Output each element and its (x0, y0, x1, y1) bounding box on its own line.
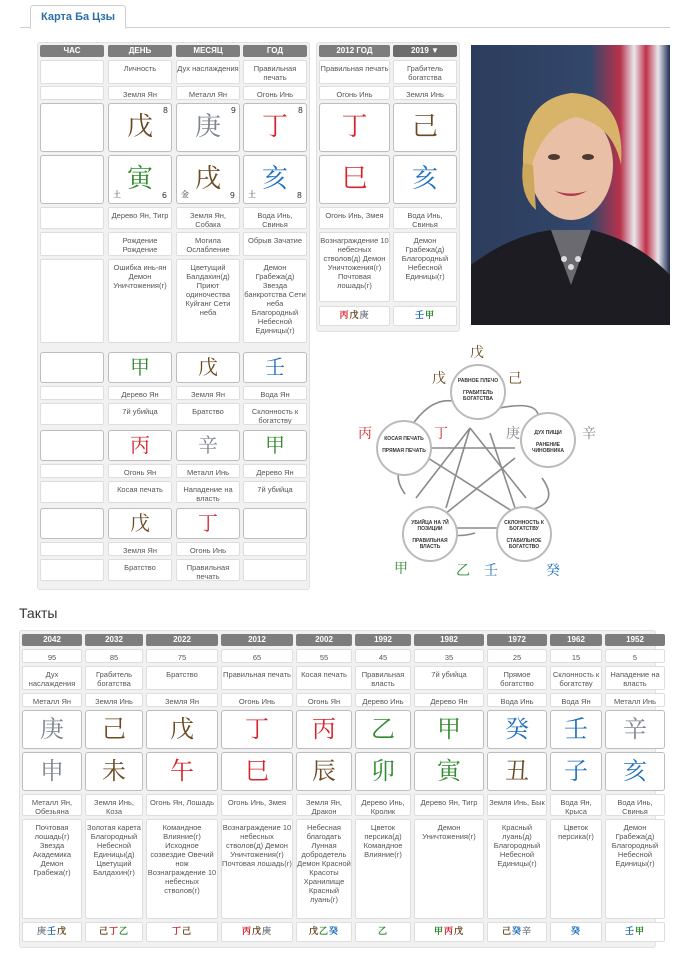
pillar-ten-god: Грабитель богатства (85, 666, 143, 690)
pillar-branch-cell[interactable] (355, 752, 411, 791)
hidden-god-cell: Братство (108, 559, 172, 581)
pillar-age: 25 (487, 649, 547, 663)
year-stem-cell[interactable] (319, 103, 390, 152)
pillar-hidden-stems (221, 922, 293, 942)
pillar-stem-cell[interactable] (550, 710, 602, 749)
pillar-branch-glyph: 午 (170, 757, 194, 785)
hidden-stem-glyph: 丙 (130, 433, 150, 457)
hidden-stem: 庚 (262, 927, 272, 937)
pillar-branch-glyph: 未 (102, 757, 126, 785)
hidden-stem: 丙 (241, 927, 251, 937)
pillar-stars: Цветок персика(г) (550, 819, 602, 919)
pillar-age: 35 (414, 649, 484, 663)
stem-strength: 9 (230, 106, 236, 115)
pillar-year-header: 1992 (355, 634, 411, 646)
year-branch-glyph: 亥 (411, 164, 438, 194)
cycle-glyph: 丁 (434, 426, 448, 442)
branch-element: 金 (181, 190, 189, 199)
node-output: ДУХ ПИЩИ РАНЕНИЕ ЧИНОВНИКА (520, 412, 576, 468)
node-peer: РАВНОЕ ПЛЕЧО ГРАБИТЕЛЬ БОГАТСТВА (450, 364, 506, 420)
pillar-branch-cell[interactable] (414, 752, 484, 791)
heavenly-stem-cell[interactable] (176, 103, 240, 152)
cycle-glyph: 壬 (484, 563, 498, 579)
pillar-stem-glyph: 戊 (170, 715, 194, 743)
pillar-stem-cell[interactable] (296, 710, 352, 749)
year-hidden-stems (319, 306, 390, 326)
pillar-stem-cell[interactable] (221, 710, 293, 749)
hidden-stem-cell[interactable] (40, 352, 104, 383)
cycle-glyph: 戊 (470, 345, 484, 361)
hidden-stem: 壬 (46, 927, 56, 937)
hidden-stem: 戊 (308, 927, 318, 937)
header-2012: 2012 ГОД (319, 45, 390, 57)
stem-strength: 8 (162, 106, 168, 115)
earthly-branch-cell[interactable] (40, 155, 104, 204)
year-selector[interactable]: 2019 ▼ (393, 45, 457, 57)
pillar-year-header: 1952 (605, 634, 665, 646)
column-header: ГОД (243, 45, 307, 57)
hidden-god-cell: 7й убийца (243, 481, 307, 503)
stem-strength: 8 (297, 106, 303, 115)
earthly-branch-cell[interactable] (176, 155, 240, 204)
column-header: ДЕНЬ (108, 45, 172, 57)
hidden-god-cell: Нападение на власть (176, 481, 240, 503)
year-branch-cell[interactable] (393, 155, 457, 204)
pillar-stem-glyph: 丁 (245, 715, 269, 743)
pillar-age: 45 (355, 649, 411, 663)
branch-element-cell: Дерево Ян, Тигр (108, 207, 172, 229)
hidden-element-cell: Земля Ян (176, 386, 240, 400)
hidden-god-cell: Склонность к богатству (243, 403, 307, 425)
hidden-stem-cell[interactable] (176, 430, 240, 461)
five-elements-cycle (350, 338, 610, 578)
stem-glyph: 庚 (194, 112, 221, 142)
hidden-stem-cell[interactable] (176, 508, 240, 539)
cycle-glyph: 甲 (394, 561, 408, 577)
hidden-stem: 丙 (339, 311, 349, 321)
tab-bar (20, 0, 670, 28)
year-element: Земля Инь (393, 86, 457, 100)
pillar-age: 5 (605, 649, 665, 663)
branch-element-cell: Вода Инь, Свинья (243, 207, 307, 229)
hidden-element-cell: Огонь Инь (176, 542, 240, 556)
cycle-glyph: 乙 (456, 563, 470, 579)
hidden-element-cell (40, 542, 104, 556)
node-wealth: СКЛОННОСТЬ К БОГАТСТВУ СТАБИЛЬНОЕ БОГАТСТВО (496, 506, 552, 562)
pillar-stars: Командное Влияние(г) Исходное созвездие Овечий нож Вознаграждение 10 небесных стволов(г) (146, 819, 218, 919)
earthly-branch-cell[interactable] (243, 155, 307, 204)
cycle-glyph: 戊 (432, 371, 446, 387)
hidden-stem-glyph: 甲 (265, 433, 285, 457)
pillar-branch-element: Вода Ян, Крыса (550, 794, 602, 816)
hidden-stem-cell[interactable] (243, 508, 307, 539)
hidden-god-cell: Косая печать (108, 481, 172, 503)
hidden-stem-glyph: 戊 (130, 511, 150, 535)
year-stem-cell[interactable] (393, 103, 457, 152)
pillar-element: Металл Ян (22, 693, 82, 707)
year-stem-glyph: 己 (411, 112, 438, 142)
earthly-branch-cell[interactable] (108, 155, 172, 204)
pillar-age: 75 (146, 649, 218, 663)
hidden-stem: 己 (98, 927, 108, 937)
cycle-glyph: 丙 (358, 426, 372, 442)
branch-element: 土 (113, 190, 121, 199)
hidden-god-cell (40, 559, 104, 581)
branch-element: 土 (248, 190, 256, 199)
cycle-glyph: 癸 (546, 563, 560, 579)
pillar-branch-glyph: 巳 (245, 757, 269, 785)
life-stage-cell: Могила Ослабление (176, 232, 240, 256)
pillar-ten-god: Правильная власть (355, 666, 411, 690)
pillar-branch-glyph: 辰 (312, 757, 336, 785)
pillar-year-header: 2032 (85, 634, 143, 646)
pillar-age: 85 (85, 649, 143, 663)
pillar-hidden-stems (605, 922, 665, 942)
pillar-stem-glyph: 乙 (371, 715, 395, 743)
year-hidden-stems (393, 306, 457, 326)
hidden-element-cell (40, 464, 104, 478)
pillar-age: 95 (22, 649, 82, 663)
hidden-stem: 戊 (251, 927, 261, 937)
pillar-year-header: 1962 (550, 634, 602, 646)
stem-element-cell (40, 86, 104, 100)
hidden-stem-glyph: 丁 (198, 511, 218, 535)
pillar-age: 55 (296, 649, 352, 663)
hidden-element-cell: Металл Инь (176, 464, 240, 478)
hidden-element-cell: Дерево Ян (243, 464, 307, 478)
pillar-year-header: 2012 (221, 634, 293, 646)
pillar-branch-element: Земля Ян, Дракон (296, 794, 352, 816)
hidden-stem: 乙 (119, 927, 129, 937)
column-header: ЧАС (40, 45, 104, 57)
life-stage-cell: Обрыв Зачатие (243, 232, 307, 256)
hidden-stem-glyph: 辛 (198, 433, 218, 457)
hidden-stem-glyph: 戊 (198, 355, 218, 379)
branch-glyph: 亥 (261, 164, 288, 194)
hidden-god-cell: Братство (176, 403, 240, 425)
hidden-element-cell (40, 386, 104, 400)
node-power: УБИЙЦА НА 7Й ПОЗИЦИИ ПРАВИЛЬНАЯ ВЛАСТЬ (402, 506, 458, 562)
stars-cell: Цветущий Балдахин(д) Приют одиночества Куйганг Сети неба (176, 259, 240, 343)
hidden-stem: 壬 (414, 311, 424, 321)
pillar-branch-glyph: 子 (564, 757, 588, 785)
hidden-god-cell (40, 481, 104, 503)
year-stars: Демон Грабежа(д) Благородный Небесной Единицы(г) (393, 232, 457, 302)
pillar-year-header: 2022 (146, 634, 218, 646)
stem-element-cell: Огонь Инь (243, 86, 307, 100)
year-ten-god: Грабитель богатства (393, 60, 457, 84)
pillar-ten-god: Косая печать (296, 666, 352, 690)
branch-strength: 6 (161, 191, 167, 200)
pillar-age: 15 (550, 649, 602, 663)
pillar-element: Земля Ян (146, 693, 218, 707)
pillar-element: Дерево Инь (355, 693, 411, 707)
pillar-stem-cell[interactable] (85, 710, 143, 749)
pillar-hidden-stems (85, 922, 143, 942)
pillar-branch-element: Вода Инь, Свинья (605, 794, 665, 816)
ten-god-cell (40, 60, 104, 84)
hidden-stem: 甲 (425, 311, 435, 321)
hidden-element-cell (243, 542, 307, 556)
pillar-ten-god: Склонность к богатству (550, 666, 602, 690)
pillar-branch-glyph: 寅 (437, 757, 461, 785)
branch-strength: 8 (296, 191, 302, 200)
hidden-stem-glyph: 甲 (130, 355, 150, 379)
stem-element-cell: Земля Ян (108, 86, 172, 100)
hidden-stem: 己 (501, 927, 511, 937)
pillar-ten-god: Дух наслаждения (22, 666, 82, 690)
pillar-element: Огонь Инь (221, 693, 293, 707)
pillar-stars: Красный луань(д) Благородный Небесной Единицы(г) (487, 819, 547, 919)
pillar-hidden-stems (414, 922, 484, 942)
pillar-hidden-stems (355, 922, 411, 942)
pillar-element: Вода Ян (550, 693, 602, 707)
takty-title: Такты (19, 605, 58, 621)
pillar-hidden-stems (296, 922, 352, 942)
hidden-stem: 戊 (454, 927, 464, 937)
pillar-branch-cell[interactable] (146, 752, 218, 791)
pillar-stem-glyph: 癸 (505, 715, 529, 743)
pillar-stem-cell[interactable] (22, 710, 82, 749)
tab-bazi-chart[interactable]: Карта Ба Цзы (30, 5, 126, 29)
heavenly-stem-cell[interactable] (108, 103, 172, 152)
year-element: Огонь Инь (319, 86, 390, 100)
hidden-stem-cell[interactable] (108, 508, 172, 539)
pillar-branch-cell[interactable] (296, 752, 352, 791)
pillar-year-header: 1982 (414, 634, 484, 646)
pillar-element: Огонь Ян (296, 693, 352, 707)
pillar-stars: Цветок персика(д) Командное Влияние(г) (355, 819, 411, 919)
pillar-branch-cell[interactable] (221, 752, 293, 791)
year-branch-element: Огонь Инь, Змея (319, 207, 390, 229)
pillar-hidden-stems (146, 922, 218, 942)
pillar-ten-god: Нападение на власть (605, 666, 665, 690)
hidden-stem-glyph: 壬 (265, 355, 285, 379)
pillar-stars: Демон Уничтожения(г) (414, 819, 484, 919)
hidden-element-cell: Дерево Ян (108, 386, 172, 400)
hidden-stem: 戊 (349, 311, 359, 321)
hidden-stem: 癸 (329, 927, 339, 937)
pillar-stem-glyph: 己 (102, 715, 126, 743)
year-stars: Вознаграждение 10 небесных стволов(д) Демон Уничтожения(г) Почтовая лошадь(г) (319, 232, 390, 302)
pillar-branch-element: Металл Ян, Обезьяна (22, 794, 82, 816)
hidden-stem: 丁 (108, 927, 118, 937)
pillar-branch-glyph: 卯 (371, 757, 395, 785)
hidden-stem: 甲 (635, 927, 645, 937)
pillar-ten-god: 7й убийца (414, 666, 484, 690)
hidden-stem: 丙 (443, 927, 453, 937)
pillar-hidden-stems (22, 922, 82, 942)
cycle-glyph: 己 (508, 371, 522, 387)
ten-god-cell: Личность (108, 60, 172, 84)
branch-strength: 9 (229, 191, 235, 200)
pillar-branch-glyph: 亥 (623, 757, 647, 785)
pillar-stars: Демон Грабежа(д) Благородный Небесной Единицы(г) (605, 819, 665, 919)
pillar-branch-glyph: 申 (40, 757, 64, 785)
pillar-stars: Вознаграждение 10 небесных стволов(д) Демон Уничтожения(г) Почтовая лошадь(г) (221, 819, 293, 919)
branch-glyph: 寅 (126, 164, 153, 194)
stem-glyph: 戊 (126, 112, 153, 142)
pillar-age: 65 (221, 649, 293, 663)
column-header: МЕСЯЦ (176, 45, 240, 57)
pillar-branch-element: Земля Инь, Коза (85, 794, 143, 816)
hidden-stem: 乙 (377, 927, 387, 937)
stars-cell: Ошибка инь-ян Демон Уничтожения(г) (108, 259, 172, 343)
pillar-branch-element: Земля Инь, Бык (487, 794, 547, 816)
pillar-branch-glyph: 丑 (505, 757, 529, 785)
hidden-stem: 乙 (318, 927, 328, 937)
pillar-branch-element: Дерево Ян, Тигр (414, 794, 484, 816)
hidden-stem-cell[interactable] (108, 352, 172, 383)
pillar-element: Земля Инь (85, 693, 143, 707)
year-branch-element: Вода Инь, Свинья (393, 207, 457, 229)
hidden-god-cell: Правильная печать (176, 559, 240, 581)
cycle-glyph: 庚 (506, 426, 520, 442)
hidden-god-cell (243, 559, 307, 581)
pillar-branch-cell[interactable] (85, 752, 143, 791)
life-stage-cell (40, 232, 104, 256)
ten-god-cell: Дух наслаждения (176, 60, 240, 84)
hidden-stem-cell[interactable] (176, 352, 240, 383)
hidden-stem-cell[interactable] (243, 352, 307, 383)
hidden-stem-cell[interactable] (243, 430, 307, 461)
pillar-year-header: 2042 (22, 634, 82, 646)
hidden-stem-cell[interactable] (40, 430, 104, 461)
pillar-stem-cell[interactable] (487, 710, 547, 749)
pillar-branch-cell[interactable] (487, 752, 547, 791)
stars-cell: Демон Грабежа(д) Звезда банкротства Сети неба Благородный Небесной Единицы(г) (243, 259, 307, 343)
year-stem-glyph: 丁 (341, 112, 368, 142)
heavenly-stem-cell[interactable] (40, 103, 104, 152)
pillar-year-header: 1972 (487, 634, 547, 646)
pillar-stars: Золотая карета Благородный Небесной Единицы(д) Цветущий Балдахин(г) (85, 819, 143, 919)
year-branch-glyph: 巳 (341, 164, 368, 194)
pillar-ten-god: Правильная печать (221, 666, 293, 690)
pillar-element: Вода Инь (487, 693, 547, 707)
hidden-stem-cell[interactable] (40, 508, 104, 539)
hidden-stem: 己 (182, 927, 192, 937)
stem-element-cell: Металл Ян (176, 86, 240, 100)
pillar-hidden-stems (487, 922, 547, 942)
cycle-glyph: 辛 (582, 426, 596, 442)
hidden-stem: 丁 (171, 927, 181, 937)
pillar-stem-glyph: 庚 (40, 715, 64, 743)
stars-cell (40, 259, 104, 343)
pillar-branch-element: Дерево Инь, Кролик (355, 794, 411, 816)
pillar-stars: Небесная благодать Лунная добродетель Демон Красной Красоты Хранилище Красный луань(г) (296, 819, 352, 919)
pillar-element: Металл Инь (605, 693, 665, 707)
pillar-stem-glyph: 丙 (312, 715, 336, 743)
hidden-stem: 甲 (433, 927, 443, 937)
hidden-stem: 戊 (57, 927, 67, 937)
pillar-branch-element: Огонь Инь, Змея (221, 794, 293, 816)
pillar-branch-cell[interactable] (550, 752, 602, 791)
hidden-element-cell: Огонь Ян (108, 464, 172, 478)
hidden-stem: 壬 (624, 927, 634, 937)
hidden-element-cell: Вода Ян (243, 386, 307, 400)
hidden-stem: 庚 (36, 927, 46, 937)
hidden-god-cell (40, 403, 104, 425)
branch-glyph: 戌 (194, 164, 221, 194)
branch-element-cell (40, 207, 104, 229)
pillar-branch-cell[interactable] (605, 752, 665, 791)
node-resource: КОСАЯ ПЕЧАТЬ ПРЯМАЯ ПЕЧАТЬ (376, 420, 432, 476)
pillar-stars: Почтовая лошадь(г) Звезда Академика Демон Грабежа(г) (22, 819, 82, 919)
year-branch-cell[interactable] (319, 155, 390, 204)
year-ten-god: Правильная печать (319, 60, 390, 84)
pillar-stem-glyph: 甲 (437, 715, 461, 743)
pillar-stem-cell[interactable] (146, 710, 218, 749)
hidden-stem: 辛 (522, 927, 532, 937)
heavenly-stem-cell[interactable] (243, 103, 307, 152)
hidden-element-cell: Земля Ян (108, 542, 172, 556)
branch-element-cell: Земля Ян, Собака (176, 207, 240, 229)
pillar-ten-god: Братство (146, 666, 218, 690)
ten-god-cell: Правильная печать (243, 60, 307, 84)
pillar-stem-cell[interactable] (605, 710, 665, 749)
hidden-stem-cell[interactable] (108, 430, 172, 461)
stem-glyph: 丁 (261, 112, 288, 142)
portrait-photo (471, 45, 670, 325)
pillar-branch-cell[interactable] (22, 752, 82, 791)
pillar-element: Дерево Ян (414, 693, 484, 707)
hidden-god-cell: 7й убийца (108, 403, 172, 425)
hidden-stem: 庚 (359, 311, 369, 321)
pillar-stem-glyph: 辛 (623, 715, 647, 743)
hidden-stem: 癸 (511, 927, 521, 937)
pillar-branch-element: Огонь Ян, Лошадь (146, 794, 218, 816)
pillar-stem-cell[interactable] (355, 710, 411, 749)
pillar-ten-god: Прямое богатство (487, 666, 547, 690)
hidden-stem: 癸 (570, 927, 580, 937)
pillar-stem-glyph: 壬 (564, 715, 588, 743)
life-stage-cell: Рождение Рождение (108, 232, 172, 256)
pillar-stem-cell[interactable] (414, 710, 484, 749)
pillar-hidden-stems (550, 922, 602, 942)
pillar-year-header: 2002 (296, 634, 352, 646)
